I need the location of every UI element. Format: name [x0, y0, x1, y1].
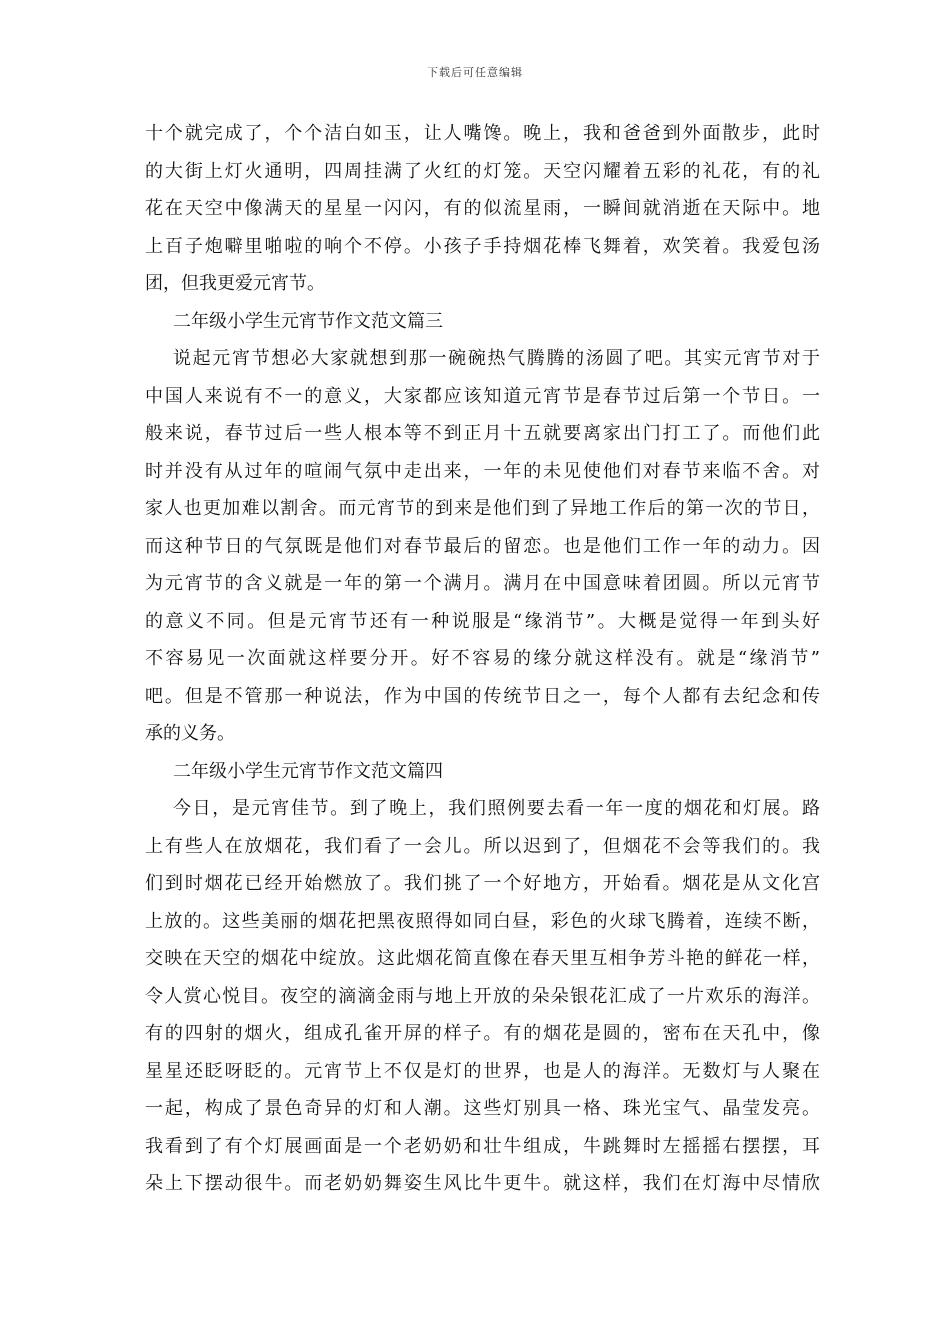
text-line: 说起元宵节想必大家就想到那一碗碗热气腾腾的汤圆了吧。其实元宵节对于	[173, 348, 820, 369]
section-heading: 二年级小学生元宵节作文范文篇三	[173, 310, 443, 332]
text-line: 时并没有从过年的喧闹气氛中走出来，一年的未见使他们对春节来临不舍。对	[145, 460, 820, 482]
text-line: 承的义务。	[145, 723, 235, 744]
text-line: 有的四射的烟火，组成孔雀开屏的样子。有的烟花是圆的，密布在天孔中，像	[145, 1023, 820, 1044]
text-line: 般来说，春节过后一些人根本等不到正月十五就要离家出门打工了。而他们此	[145, 423, 820, 444]
text-line: 们到时烟花已经开始燃放了。我们挑了一个好地方，开始看。烟花是从文化宫	[145, 873, 820, 894]
text-line: 的大街上灯火通明，四周挂满了火红的灯笼。天空闪耀着五彩的礼花，有的礼	[145, 160, 820, 182]
text-line: 我看到了有个灯展画面是一个老奶奶和壮牛组成，牛跳舞时左摇摇右摆摆，耳	[145, 1135, 820, 1157]
text-line: 中国人来说有不一的意义，大家都应该知道元宵节是春节过后第一个节日。一	[145, 385, 820, 407]
text-line: 交映在天空的烟花中绽放。这此烟花简直像在春天里互相争芳斗艳的鲜花一样，	[145, 948, 820, 969]
text-line: 星星还眨呀眨的。元宵节上不仅是灯的世界，也是人的海洋。无数灯与人聚在	[145, 1060, 820, 1082]
text-line: 不容易见一次面就这样要分开。好不容易的缘分就这样没有。就是“缘消节”	[145, 648, 820, 669]
page-header: 下载后可任意编辑	[427, 66, 523, 79]
text-line: 上百子炮噼里啪啦的响个不停。小孩子手持烟花棒飞舞着，欢笑着。我爱包汤	[145, 235, 820, 257]
text-line: 而这种节日的气氛既是他们对春节最后的留恋。也是他们工作一年的动力。因	[145, 535, 820, 557]
text-line: 一起，构成了景色奇异的灯和人潮。这些灯别具一格、珠光宝气、晶莹发亮。	[145, 1098, 820, 1119]
text-line: 花在天空中像满天的星星一闪闪，有的似流星雨，一瞬间就消逝在天际中。地	[145, 198, 820, 219]
text-line: 令人赏心悦目。夜空的滴滴金雨与地上开放的朵朵银花汇成了一片欢乐的海洋。	[145, 985, 820, 1007]
text-line: 上有些人在放烟花，我们看了一会儿。所以迟到了，但烟花不会等我们的。我	[145, 835, 820, 857]
document-body	[145, 115, 820, 1203]
text-line: 吧。但是不管那一种说法，作为中国的传统节日之一，每个人都有去纪念和传	[145, 685, 820, 707]
text-line: 上放的。这些美丽的烟花把黑夜照得如同白昼，彩色的火球飞腾着，连续不断，	[145, 910, 820, 932]
text-line: 的意义不同。但是元宵节还有一种说服是“缘消节”。大概是觉得一年到头好	[145, 610, 820, 632]
text-line: 为元宵节的含义就是一年的第一个满月。满月在中国意味着团圆。所以元宵节	[145, 573, 820, 594]
text-line: 家人也更加难以割舍。而元宵节的到来是他们到了异地工作后的第一次的节日，	[145, 498, 820, 519]
section-heading: 二年级小学生元宵节作文范文篇四	[173, 760, 443, 782]
text-line: 朵上下摆动很牛。而老奶奶舞姿生风比牛更牛。就这样，我们在灯海中尽情欣	[145, 1173, 820, 1194]
text-line: 十个就完成了，个个洁白如玉，让人嘴馋。晚上，我和爸爸到外面散步，此时	[145, 123, 820, 144]
text-line: 团，但我更爱元宵节。	[145, 273, 325, 294]
text-line: 今日，是元宵佳节。到了晚上，我们照例要去看一年一度的烟花和灯展。路	[173, 798, 820, 819]
